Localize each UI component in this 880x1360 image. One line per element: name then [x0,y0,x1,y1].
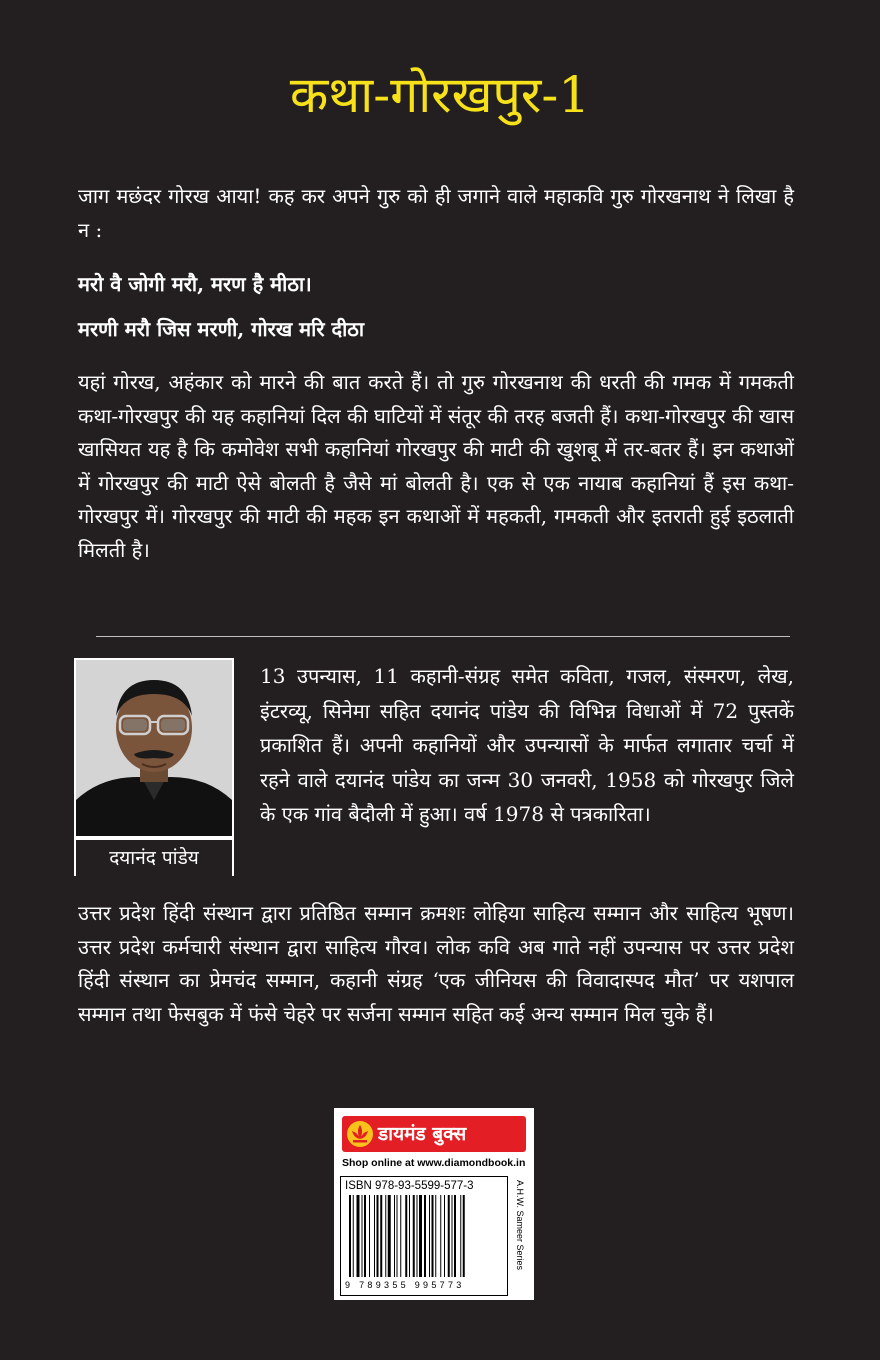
author-name-caption: दयानंद पांडेय [76,838,232,876]
barcode-bar [444,1195,445,1277]
barcode-bar [452,1195,453,1277]
barcode-bar [369,1195,370,1277]
barcode-bar [385,1195,386,1277]
barcode-bar [353,1195,354,1277]
publisher-brand-banner [342,1116,526,1152]
barcode-bar [409,1195,410,1277]
barcode-bar [463,1195,465,1277]
barcode-bar [440,1195,441,1277]
verse-line-1: मरो वै जोगी मरौ, मरण है मीठा। [78,272,312,296]
barcode-bar [357,1195,360,1277]
barcode-bar [429,1195,430,1277]
author-photo-card [74,658,234,876]
barcode-bar [400,1195,401,1277]
barcode-box [340,1176,508,1296]
publisher-block [334,1108,534,1300]
barcode-bar [405,1195,407,1277]
intro-paragraph: जाग मछंदर गोरख आया! कह कर अपने गुरु को ही जगाने वाले महाकवि गुरु गोरखनाथ ने लिखा है न : [78,184,794,242]
awards-paragraph: उत्तर प्रदेश हिंदी संस्थान द्वारा प्रतिष्ठित सम्मान क्रमशः लोहिया साहित्य सम्मान और साहित्य भूषण। उत्तर प्रदेश कर्मचारी संस्थान द्वारा साहित्य गौरव। लोक कवि अब गाते नहीं उपन्यास पर उत्तर प्रदेश हिंदी संस्थान का प्रेमचंद सम्मान, कहानी संग्रह ‘एक जीनियस की विवादास्पद मौत’ पर यशपाल सम्मान तथा फेसबुक में फंसे चेहरे पर सर्जना सम्मान सहित कई अन्य सम्मान मिल चुके हैं। [78,901,794,1026]
barcode-bar [380,1195,382,1277]
description-paragraph: यहां गोरख, अहंकार को मारने की बात करते हैं। तो गुरु गोरखनाथ की धरती की गमक में गमकती कथा-गोरखपुर की यह कहानियां दिल की घाटियों में संतूर की तरह बजती हैं। कथा-गोरखपुर की खास खासियत यह है कि कमोवेश सभी कहानियां गोरखपुर की माटी की खुशबू में तर-बतर हैं। इन कथाओं में गोरखपुर की माटी ऐसे बोलती है जैसे मां बोलती है। एक से एक नायाब कहानियां हैं इस कथा-गोरखपुर में। गोरखपुर की माटी की महक इन कथाओं में महकती, गमकती और इतराती हुई इठलाती मिलती है। [78,370,794,562]
barcode-bar [448,1195,450,1277]
verse-line-2: मरणी मरौ जिस मरणी, गोरख मरि दीठा [78,317,365,341]
barcode-bar [413,1195,415,1277]
barcode-bar [435,1195,436,1277]
book-title: कथा-गोरखपुर-1 [289,66,591,124]
barcode-bar [460,1195,461,1277]
series-label: A.H.W. Sameer Series [515,1180,525,1271]
barcode-bar [388,1195,391,1277]
barcode-bar [377,1195,379,1277]
barcode-bar [374,1195,375,1277]
barcode-icon [349,1195,501,1277]
barcode-bar [432,1195,434,1277]
barcode-bar [394,1195,395,1277]
barcode-bar [364,1195,366,1277]
publisher-name: डायमंड बुक्स [378,1123,467,1145]
publisher-shop-url: Shop online at www.diamondbook.in [342,1157,526,1169]
barcode-bar [417,1195,418,1277]
barcode-bar [424,1195,426,1277]
barcode-bar [419,1195,422,1277]
barcode-bar [397,1195,398,1277]
barcode-bar [349,1195,351,1277]
barcode-bar [454,1195,456,1277]
section-divider [96,636,790,637]
isbn-label: ISBN 978-93-5599-577-3 [345,1180,474,1192]
barcode-digits: 9 789355 995773 [345,1280,465,1290]
barcode-bar [362,1195,363,1277]
lotus-logo-icon [346,1120,374,1148]
author-bio: 13 उपन्यास, 11 कहानी-संग्रह समेत कविता, गजल, संस्मरण, लेख, इंटरव्यू, सिनेमा सहित दयानंद पांडेय की विभिन्न विधाओं में 72 पुस्तकें प्रकाशित हैं। अपनी कहानियों और उपन्यासों के मार्फत लगातार चर्चा में रहने वाले दयानंद पांडेय का जन्म 30 जनवरी, 1958 को गोरखपुर जिले के एक गांव बैदौली में हुआ। वर्ष 1978 से पत्रकारिता। [260,664,794,826]
author-photo [76,660,232,836]
